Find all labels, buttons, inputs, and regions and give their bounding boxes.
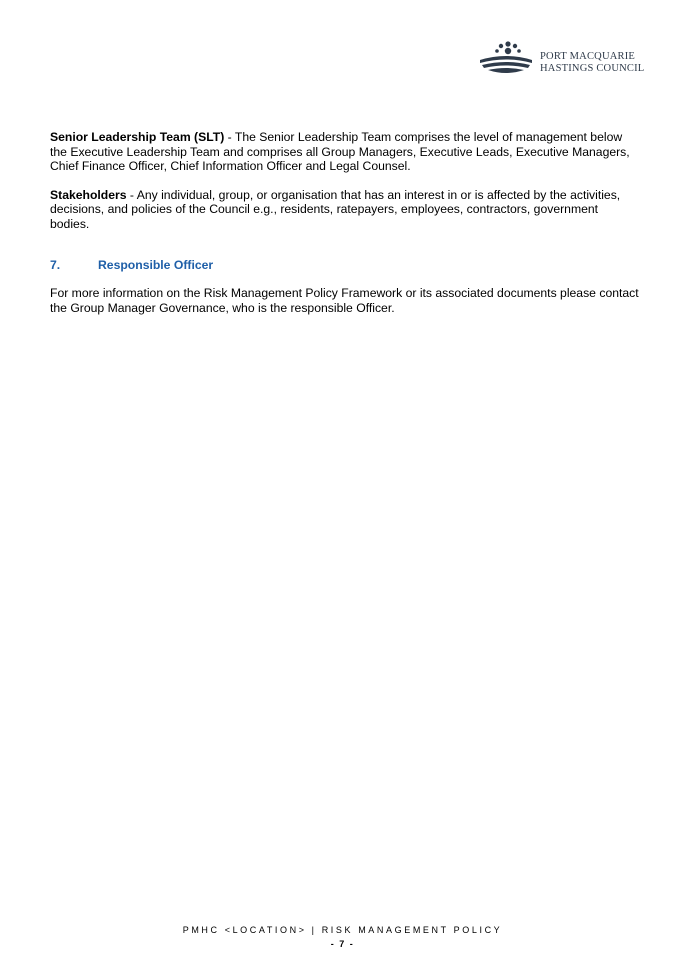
- definition-text: - The Senior Leadership Team comprises the level of management below the Executive Leadership Team and comprises all Group Managers, Executive Leads, Executive Managers, Chief Finance Officer, Chief Information Officer and Legal Counsel.: [50, 130, 630, 174]
- definition-text: - Any individual, group, or organisation that has an interest in or is affected by the activities, decisions, and policies of the Council e.g., residents, ratepayers, employees, contractors, government bodies.: [50, 187, 621, 231]
- definition-stakeholders: [50, 188, 640, 232]
- definition-slt: [50, 130, 640, 174]
- council-logo-icon: [478, 40, 534, 76]
- logo-line-1: PORT MACQUARIE: [540, 51, 636, 62]
- council-logo: [478, 40, 648, 76]
- footer-text: PMHC <LOCATION> | RISK MANAGEMENT POLICY: [182, 925, 503, 935]
- definition-term: Stakeholders: [50, 187, 127, 202]
- document-body: [50, 130, 640, 329]
- definition-term: Senior Leadership Team (SLT): [50, 130, 225, 144]
- page-number: - 7 -: [330, 939, 355, 949]
- section-heading: [50, 258, 640, 273]
- section-number: 7.: [50, 257, 61, 272]
- section-title: Responsible Officer: [98, 257, 214, 272]
- section-body: For more information on the Risk Management Policy Framework or its associated documents please contact the Group Manager Governance, who is the responsible Officer.: [50, 286, 639, 315]
- logo-line-2: HASTINGS COUNCIL: [540, 63, 645, 74]
- council-logo-text: [540, 51, 644, 75]
